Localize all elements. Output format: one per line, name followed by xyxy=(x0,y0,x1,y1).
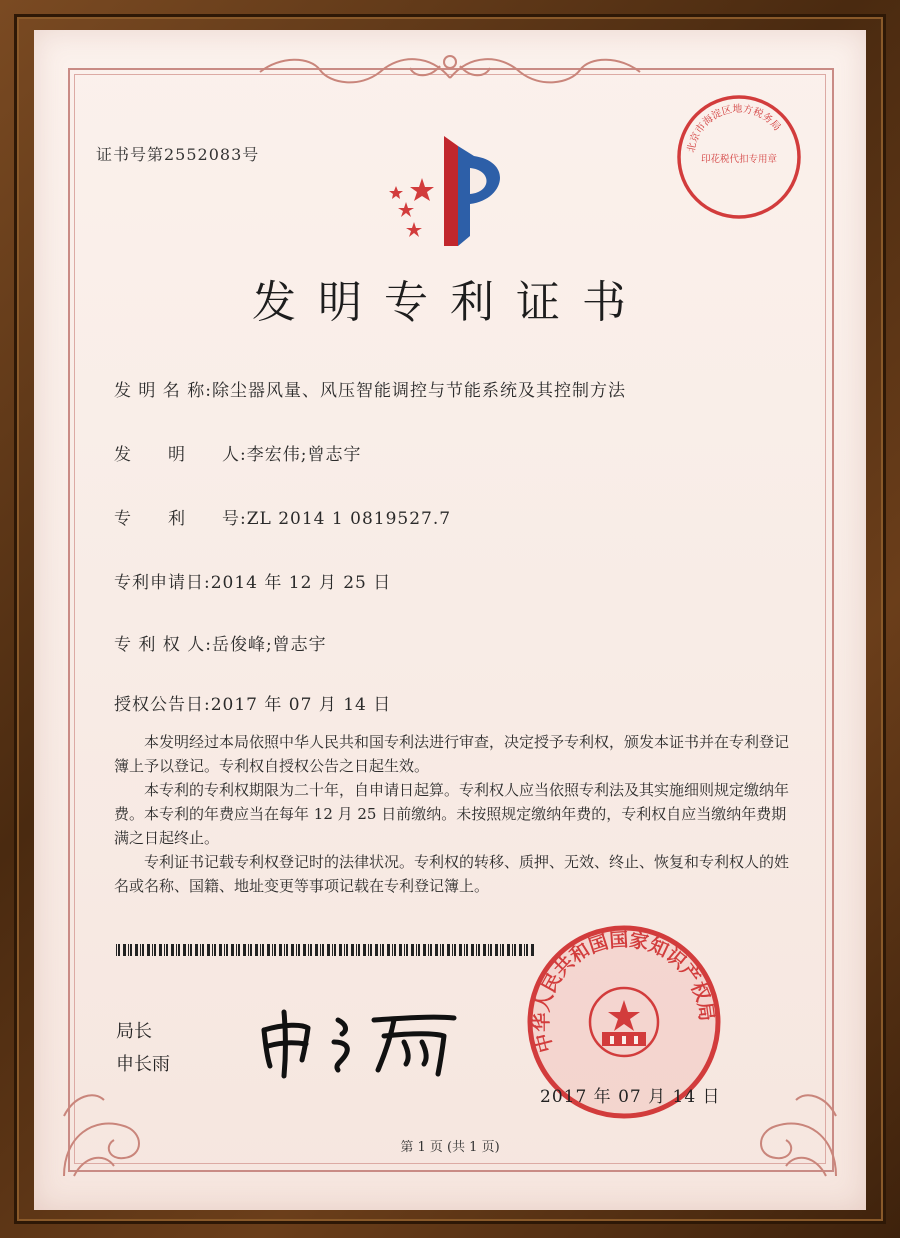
inventor-label: 发 明 人: xyxy=(114,445,247,465)
top-ornament xyxy=(240,48,660,92)
barcode-bar xyxy=(140,944,141,956)
barcode-bar xyxy=(142,944,144,956)
barcode-bar xyxy=(440,944,441,956)
barcode-bar xyxy=(514,944,516,956)
barcode-bar xyxy=(394,944,396,956)
body-paragraph-2: 本专利的专利权期限为二十年，自申请日起算。专利权人应当依照专利法及其实施细则规定缴纳年费。本专利的年费应当在每年 12 月 25 日前缴纳。未按照规定缴纳年费的，专利权自应当缴纳年费期满之日起终止。 xyxy=(114,781,790,847)
barcode-bar xyxy=(358,944,360,956)
patentee-row xyxy=(114,630,327,655)
barcode-bar xyxy=(471,944,474,956)
barcode-bar xyxy=(411,944,414,956)
barcode-bar xyxy=(363,944,366,956)
barcode-bar xyxy=(382,944,384,956)
body-paragraph-3: 专利证书记载专利权登记时的法律状况。专利权的转移、质押、无效、终止、恢复和专利权人的姓名或名称、国籍、地址变更等事项记载在专利登记簿上。 xyxy=(114,853,790,895)
director-signature xyxy=(254,990,474,1080)
inventor-value: 李宏伟;曾志宇 xyxy=(246,445,362,465)
grant-date-label: 授权公告日: xyxy=(114,695,211,715)
barcode-bar xyxy=(183,944,186,956)
patentee-label: 专 利 权 人: xyxy=(114,635,212,655)
barcode-bar xyxy=(416,944,417,956)
barcode-bar xyxy=(423,944,426,956)
barcode-bar xyxy=(171,944,174,956)
invention-name-row xyxy=(114,376,626,401)
barcode-bar xyxy=(272,944,273,956)
barcode-bar xyxy=(490,944,492,956)
patent-number-label: 专 利 号: xyxy=(114,509,247,529)
barcode-bar xyxy=(291,944,294,956)
patent-office-logo xyxy=(374,126,514,256)
barcode-bar xyxy=(188,944,189,956)
barcode-bar xyxy=(147,944,150,956)
filing-date-row xyxy=(114,568,391,593)
grant-date-row xyxy=(114,690,391,715)
barcode-bar xyxy=(512,944,513,956)
filing-date-label: 专利申请日: xyxy=(114,573,211,593)
barcode-bar xyxy=(500,944,501,956)
barcode-bar xyxy=(356,944,357,956)
barcode-bar xyxy=(315,944,318,956)
barcode-bar xyxy=(152,944,153,956)
office-seal-text: 中华人民共和国国家知识产权局 xyxy=(530,928,718,1055)
barcode-bar xyxy=(368,944,369,956)
barcode-bar xyxy=(159,944,162,956)
patent-number-row xyxy=(114,504,451,529)
barcode-bar xyxy=(380,944,381,956)
filing-date-value: 2014 年 12 月 25 日 xyxy=(210,573,392,593)
barcode-bar xyxy=(464,944,465,956)
barcode-bar xyxy=(260,944,261,956)
barcode-bar xyxy=(135,944,138,956)
tax-seal xyxy=(674,92,804,222)
barcode-bar xyxy=(212,944,213,956)
barcode-bar xyxy=(488,944,489,956)
barcode-bar xyxy=(303,944,306,956)
patent-number-value: ZL 2014 1 0819527.7 xyxy=(246,509,452,529)
barcode-bar xyxy=(200,944,201,956)
certificate-paper xyxy=(34,30,866,1210)
barcode-bar xyxy=(459,944,462,956)
seal-date: 2017 年 07 月 14 日 xyxy=(540,1087,721,1107)
bottom-right-ornament xyxy=(736,1076,846,1186)
barcode-bar xyxy=(296,944,297,956)
barcode-bar xyxy=(224,944,225,956)
barcode-bar xyxy=(248,944,249,956)
barcode-bar xyxy=(238,944,240,956)
grant-date-value: 2017 年 07 月 14 日 xyxy=(210,695,392,715)
barcode-bar xyxy=(339,944,342,956)
barcode-bar xyxy=(454,944,456,956)
barcode-bar xyxy=(207,944,210,956)
barcode-bar xyxy=(452,944,453,956)
barcode-bar xyxy=(310,944,312,956)
barcode-bar xyxy=(308,944,309,956)
body-paragraph-1: 本发明经过本局依照中华人民共和国专利法进行审查，决定授予专利权，颁发本证书并在专利登记簿上予以登记。专利权自授权公告之日起生效。 xyxy=(114,733,790,775)
barcode-bar xyxy=(267,944,270,956)
barcode-bar xyxy=(284,944,285,956)
barcode-bar xyxy=(190,944,192,956)
barcode-bar xyxy=(166,944,168,956)
barcode-bar xyxy=(178,944,180,956)
barcode xyxy=(116,944,536,956)
barcode-bar xyxy=(322,944,324,956)
barcode-bar xyxy=(495,944,498,956)
barcode-bar xyxy=(375,944,378,956)
barcode-bar xyxy=(507,944,510,956)
certificate-number: 证书号第2552083号 xyxy=(96,145,260,164)
barcode-bar xyxy=(298,944,300,956)
barcode-bar xyxy=(502,944,504,956)
barcode-bar xyxy=(392,944,393,956)
barcode-bar xyxy=(428,944,429,956)
barcode-bar xyxy=(478,944,480,956)
barcode-bar xyxy=(483,944,486,956)
page-number: 第 1 页 (共 1 页) xyxy=(400,1140,500,1155)
barcode-bar xyxy=(231,944,234,956)
barcode-bar xyxy=(435,944,438,956)
barcode-bar xyxy=(154,944,156,956)
barcode-bar xyxy=(320,944,321,956)
barcode-bar xyxy=(116,944,117,956)
barcode-bar xyxy=(286,944,288,956)
barcode-bar xyxy=(202,944,204,956)
barcode-bar xyxy=(418,944,420,956)
barcode-bar xyxy=(344,944,345,956)
barcode-bar xyxy=(404,944,405,956)
barcode-bar xyxy=(519,944,522,956)
barcode-bar xyxy=(250,944,252,956)
barcode-bar xyxy=(164,944,165,956)
barcode-bar xyxy=(236,944,237,956)
barcode-bar xyxy=(466,944,468,956)
barcode-bar xyxy=(279,944,282,956)
director-name: 申长雨 xyxy=(116,1054,170,1075)
barcode-bar xyxy=(123,944,126,956)
barcode-bar xyxy=(327,944,330,956)
barcode-bar xyxy=(351,944,354,956)
barcode-bar xyxy=(370,944,372,956)
barcode-bar xyxy=(406,944,408,956)
barcode-bar xyxy=(255,944,258,956)
patentee-value: 岳俊峰;曾志宇 xyxy=(211,635,327,655)
barcode-bar xyxy=(118,944,120,956)
certificate-title: 发明专利证书 xyxy=(252,277,648,328)
invention-name-label: 发 明 名 称: xyxy=(114,381,212,401)
certificate-body xyxy=(114,730,794,898)
barcode-bar xyxy=(442,944,444,956)
barcode-bar xyxy=(387,944,390,956)
barcode-bar xyxy=(128,944,129,956)
director-title: 局长 xyxy=(116,1021,152,1042)
barcode-bar xyxy=(130,944,132,956)
barcode-bar xyxy=(447,944,450,956)
barcode-bar xyxy=(262,944,264,956)
barcode-bar xyxy=(226,944,228,956)
barcode-bar xyxy=(346,944,348,956)
inventor-row xyxy=(114,440,361,465)
barcode-bar xyxy=(243,944,246,956)
barcode-bar xyxy=(219,944,222,956)
barcode-bar xyxy=(399,944,402,956)
barcode-bar xyxy=(476,944,477,956)
barcode-bar xyxy=(176,944,177,956)
barcode-bar xyxy=(195,944,198,956)
barcode-bar xyxy=(334,944,336,956)
barcode-bar xyxy=(274,944,276,956)
bottom-left-ornament xyxy=(54,1076,164,1186)
tax-seal-center-text: 印花税代扣专用章 xyxy=(700,154,778,165)
invention-name-value: 除尘器风量、风压智能调控与节能系统及其控制方法 xyxy=(211,381,626,401)
barcode-bar xyxy=(214,944,216,956)
barcode-bar xyxy=(332,944,333,956)
barcode-bar xyxy=(430,944,432,956)
tax-seal-ring-text: 北京市海淀区地方税务局 xyxy=(686,103,783,154)
